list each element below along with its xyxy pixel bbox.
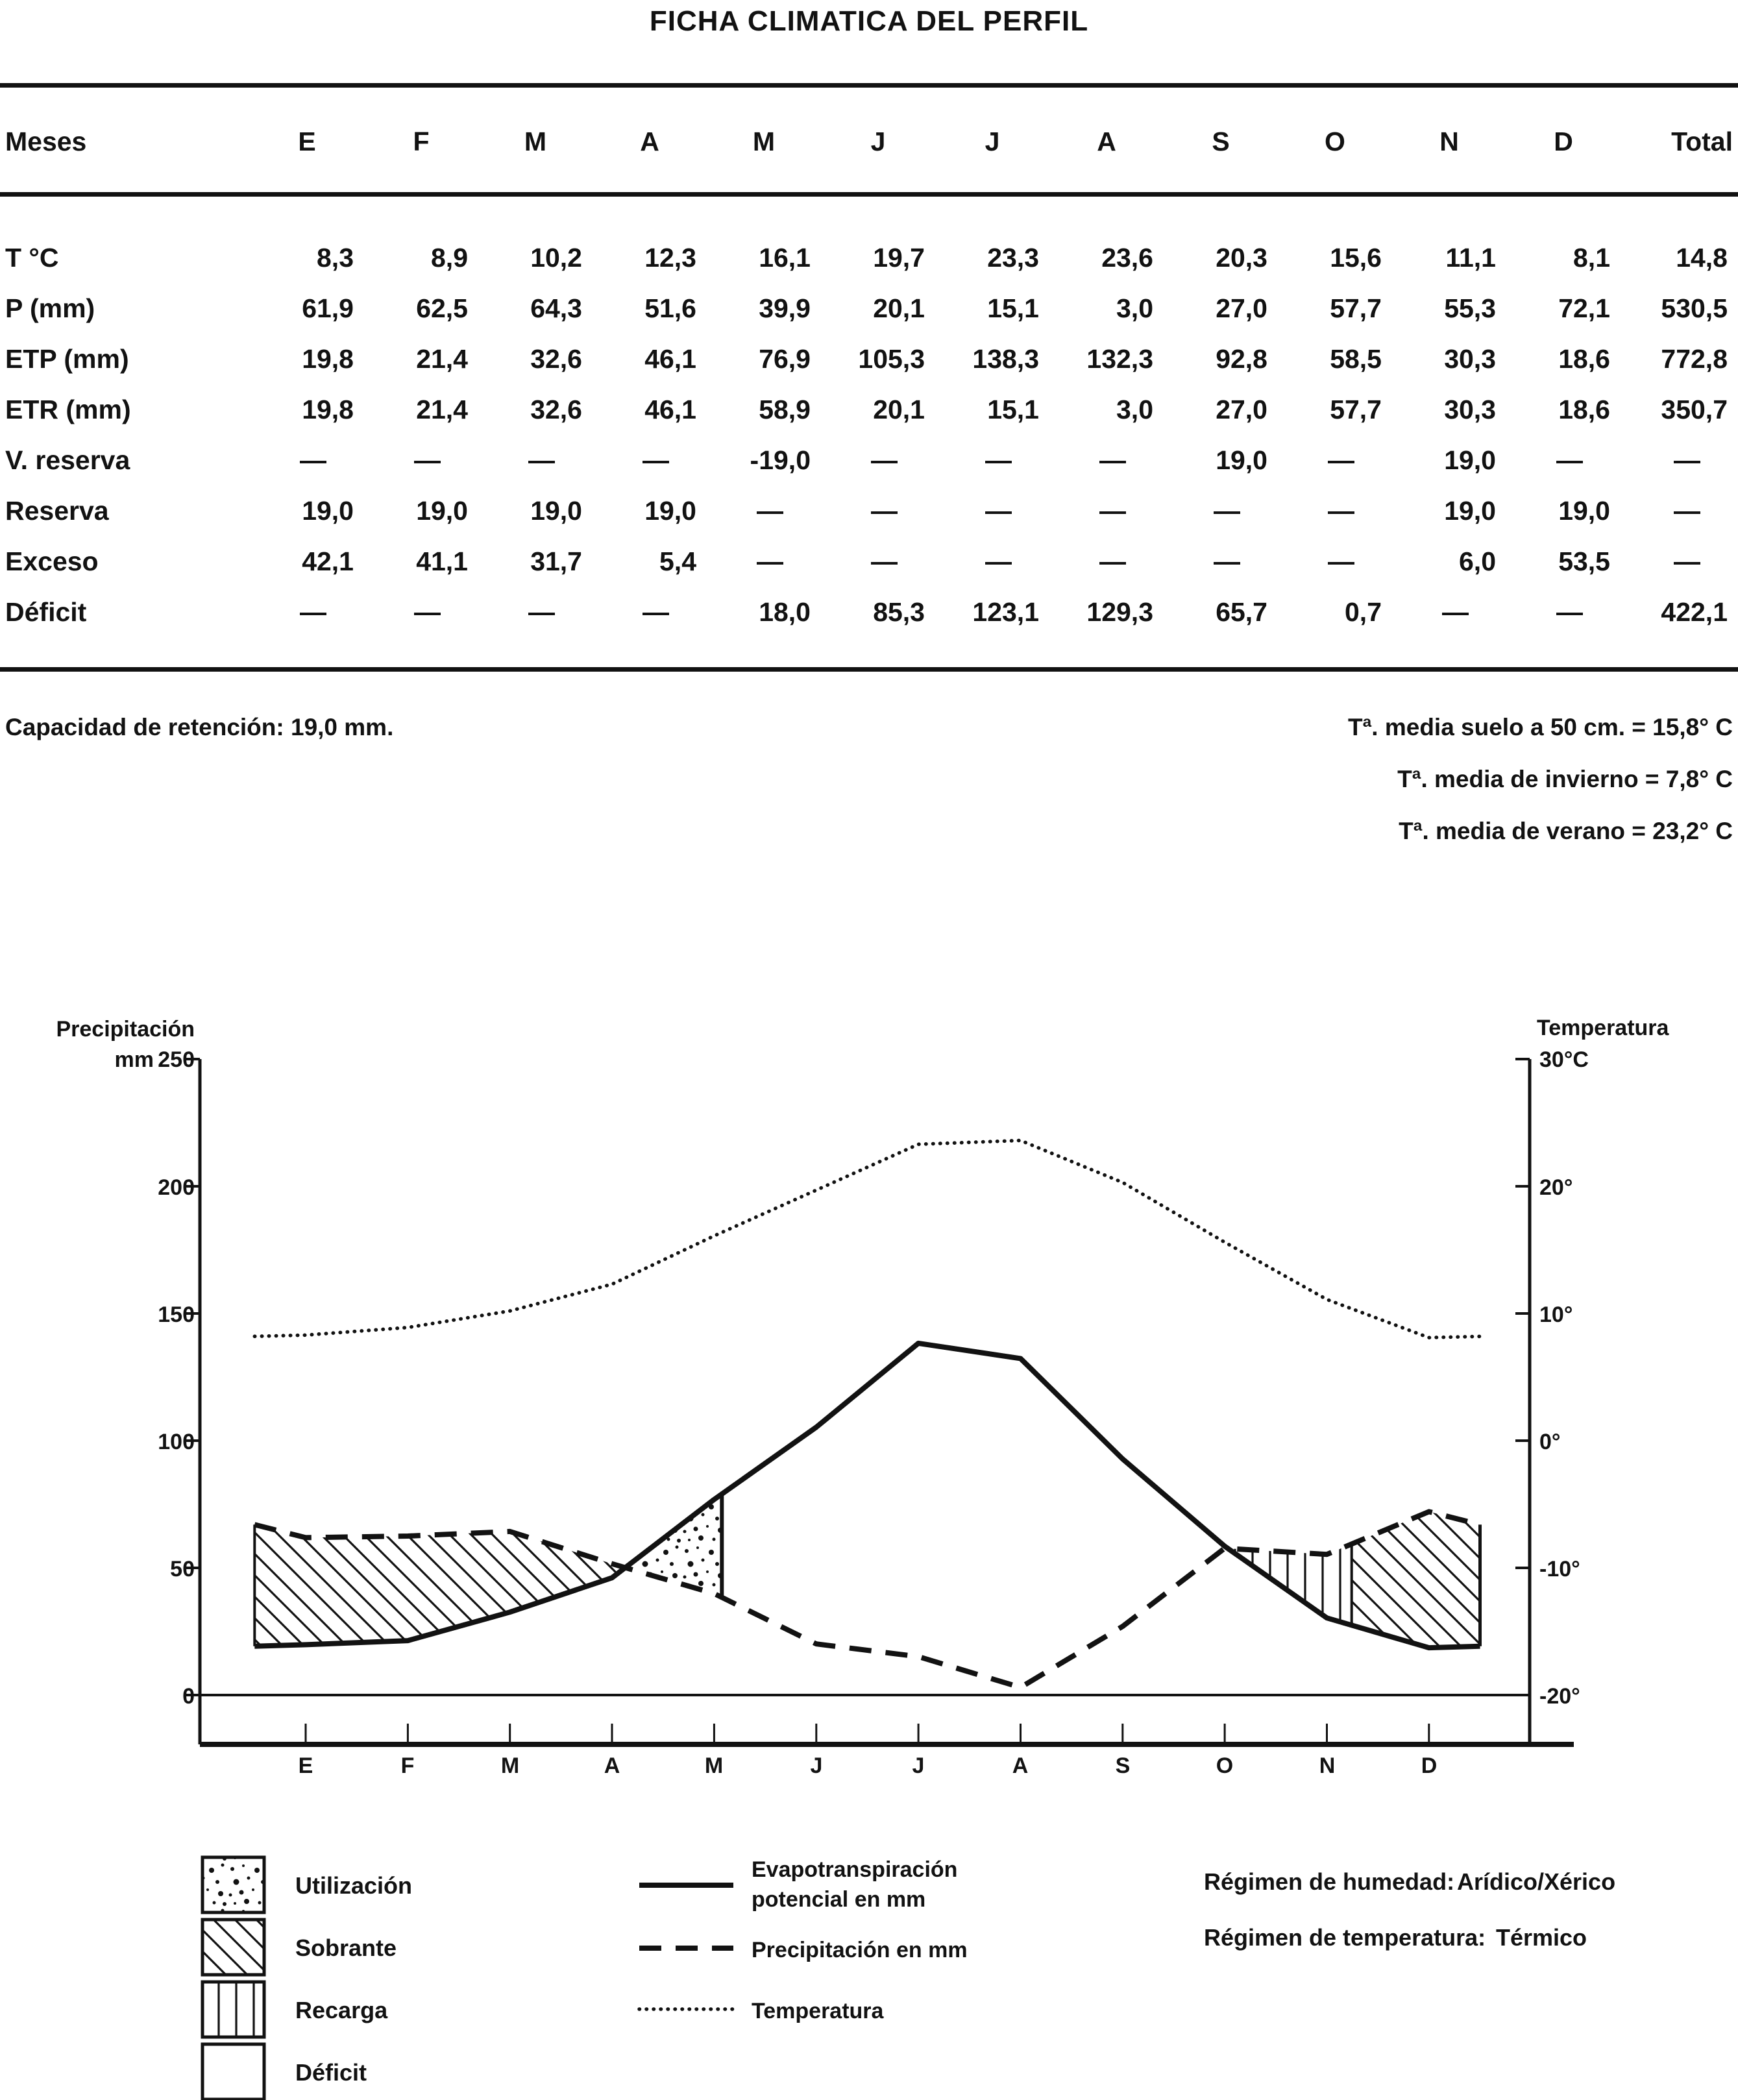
table-cell: 30,3 bbox=[1444, 394, 1496, 424]
table-cell: 57,7 bbox=[1330, 293, 1382, 323]
table-cell: 27,0 bbox=[1216, 394, 1267, 424]
table-cell: 30,3 bbox=[1444, 343, 1496, 374]
table-cell: — bbox=[1214, 546, 1240, 576]
table-cell: 350,7 bbox=[1661, 394, 1728, 424]
table-row bbox=[0, 587, 1738, 637]
column-header-month: M bbox=[752, 126, 776, 156]
table-cell: 18,0 bbox=[759, 596, 811, 627]
x-axis-month-label: F bbox=[400, 1753, 415, 1778]
table-cell: 3,0 bbox=[1116, 293, 1153, 323]
table-cell: 20,1 bbox=[873, 293, 925, 323]
table-cell: 18,6 bbox=[1558, 343, 1610, 374]
row-label: Déficit bbox=[5, 596, 87, 627]
left-tick-label: 100 bbox=[158, 1430, 195, 1454]
table-cell: — bbox=[528, 445, 555, 475]
table-cell: — bbox=[643, 596, 669, 627]
region-sobrante-left bbox=[254, 1524, 625, 1646]
table-cell: 42,1 bbox=[302, 546, 354, 576]
table-row bbox=[0, 232, 1738, 283]
column-header-month: F bbox=[413, 126, 430, 156]
region-sobrante-right bbox=[1352, 1511, 1480, 1648]
table-cell: — bbox=[1099, 445, 1126, 475]
table-cell: 422,1 bbox=[1661, 596, 1728, 627]
x-axis-month-label: M bbox=[500, 1753, 520, 1778]
table-cell: 19,8 bbox=[302, 343, 354, 374]
table-cell: — bbox=[1099, 495, 1126, 526]
table-cell: 19,0 bbox=[1558, 495, 1610, 526]
table-cell: 123,1 bbox=[972, 596, 1039, 627]
table-cell: — bbox=[871, 445, 898, 475]
left-tick-label: 200 bbox=[158, 1175, 195, 1200]
table-cell: — bbox=[1556, 445, 1583, 475]
table-cell: — bbox=[1328, 445, 1354, 475]
table-cell: 19,0 bbox=[302, 495, 354, 526]
table-cell: 19,0 bbox=[530, 495, 582, 526]
column-header-month: N bbox=[1439, 126, 1459, 156]
row-label: Exceso bbox=[5, 546, 99, 576]
column-header-month: S bbox=[1212, 126, 1230, 156]
x-axis-month-label: M bbox=[704, 1753, 724, 1778]
table-cell: 85,3 bbox=[873, 596, 925, 627]
table-cell: — bbox=[414, 445, 441, 475]
right-tick-label: 10° bbox=[1539, 1302, 1573, 1327]
table-cell: 46,1 bbox=[644, 394, 696, 424]
page-title: FICHA CLIMATICA DEL PERFIL bbox=[649, 5, 1089, 37]
table-cell: — bbox=[871, 546, 898, 576]
table-cell: 20,3 bbox=[1216, 242, 1267, 273]
table-cell: — bbox=[643, 445, 669, 475]
table-cell: — bbox=[1328, 495, 1354, 526]
table-cell: 53,5 bbox=[1558, 546, 1610, 576]
table-cell: 15,1 bbox=[987, 293, 1039, 323]
table-cell: 51,6 bbox=[644, 293, 696, 323]
table-cell: 19,0 bbox=[1444, 495, 1496, 526]
x-axis-month-label: D bbox=[1421, 1753, 1438, 1778]
right-tick-label: 30°C bbox=[1539, 1047, 1589, 1072]
table-row bbox=[0, 384, 1738, 435]
right-axis-title: Temperatura bbox=[1537, 1016, 1669, 1040]
table-cell: — bbox=[1328, 546, 1354, 576]
table-cell: 19,7 bbox=[873, 242, 925, 273]
soil-temp-note: Tª. media suelo a 50 cm. = 15,8° C bbox=[1347, 714, 1733, 740]
table-cell: — bbox=[1674, 495, 1700, 526]
column-header-month: A bbox=[640, 126, 659, 156]
right-tick-label: 20° bbox=[1539, 1175, 1573, 1200]
table-cell: 18,6 bbox=[1558, 394, 1610, 424]
table-cell: 62,5 bbox=[416, 293, 468, 323]
x-axis-month-label: E bbox=[298, 1753, 313, 1778]
temperature-curve bbox=[254, 1140, 1480, 1337]
legend-label-precipitacion: Precipitación en mm bbox=[752, 1938, 968, 1962]
right-tick-label: 0° bbox=[1539, 1430, 1561, 1454]
divider-header bbox=[0, 192, 1738, 197]
table-cell: 58,9 bbox=[759, 394, 811, 424]
table-cell: — bbox=[985, 546, 1012, 576]
row-label: V. reserva bbox=[5, 445, 130, 475]
table-cell: — bbox=[757, 495, 783, 526]
table-cell: — bbox=[300, 596, 326, 627]
table-cell: 129,3 bbox=[1086, 596, 1153, 627]
humidity-regime-label: Régimen de humedad: bbox=[1204, 1868, 1455, 1895]
table-row bbox=[0, 536, 1738, 587]
temperature-regime-label: Régimen de temperatura: bbox=[1204, 1924, 1486, 1951]
table-cell: 10,2 bbox=[530, 242, 582, 273]
legend-label-deficit: Déficit bbox=[295, 2059, 367, 2086]
right-tick-label: -10° bbox=[1539, 1557, 1580, 1581]
table-cell: 31,7 bbox=[530, 546, 582, 576]
climograph-chart bbox=[0, 999, 1738, 2100]
table-cell: — bbox=[1556, 596, 1583, 627]
table-cell: — bbox=[300, 445, 326, 475]
table-cell: 65,7 bbox=[1216, 596, 1267, 627]
x-axis-month-label: J bbox=[912, 1753, 925, 1778]
table-cell: 8,1 bbox=[1573, 242, 1610, 273]
table-cell: 23,6 bbox=[1101, 242, 1153, 273]
row-label: T °C bbox=[5, 242, 59, 273]
table-cell: 15,6 bbox=[1330, 242, 1382, 273]
table-cell: 530,5 bbox=[1661, 293, 1728, 323]
left-tick-label: 150 bbox=[158, 1302, 195, 1327]
table-cell: 6,0 bbox=[1459, 546, 1496, 576]
legend-swatch-vertical bbox=[202, 1982, 264, 2037]
table-cell: — bbox=[871, 495, 898, 526]
table-cell: 23,3 bbox=[987, 242, 1039, 273]
table-cell: 15,1 bbox=[987, 394, 1039, 424]
table-cell: — bbox=[1442, 596, 1469, 627]
column-header-month: J bbox=[985, 126, 1000, 156]
table-cell: 8,9 bbox=[431, 242, 468, 273]
climograph-svg bbox=[0, 999, 1738, 2100]
left-axis-unit: mm bbox=[114, 1047, 154, 1072]
table-cell: 76,9 bbox=[759, 343, 811, 374]
climate-table-body bbox=[0, 232, 1738, 637]
column-header-month: O bbox=[1325, 126, 1345, 156]
legend-label-recarga: Recarga bbox=[295, 1997, 388, 2023]
humidity-regime-value: Arídico/Xérico bbox=[1457, 1868, 1616, 1895]
table-cell: — bbox=[985, 445, 1012, 475]
row-label: ETR (mm) bbox=[5, 394, 131, 424]
table-cell: — bbox=[414, 596, 441, 627]
table-cell: 19,0 bbox=[644, 495, 696, 526]
legend-swatch-diagonal bbox=[202, 1920, 264, 1975]
table-cell: 19,0 bbox=[416, 495, 468, 526]
column-header-month: M bbox=[524, 126, 547, 156]
table-row bbox=[0, 334, 1738, 384]
legend-label-temperatura: Temperatura bbox=[752, 1999, 884, 2023]
table-cell: 772,8 bbox=[1661, 343, 1728, 374]
table-row bbox=[0, 485, 1738, 536]
table-cell: 105,3 bbox=[858, 343, 925, 374]
legend-swatch-dots bbox=[202, 1857, 264, 1912]
legend-swatch-none bbox=[202, 2044, 264, 2099]
table-cell: 32,6 bbox=[530, 394, 582, 424]
table-cell: 0,7 bbox=[1345, 596, 1382, 627]
table-cell: 3,0 bbox=[1116, 394, 1153, 424]
divider-table-bottom bbox=[0, 667, 1738, 672]
table-cell: 55,3 bbox=[1444, 293, 1496, 323]
table-cell: 12,3 bbox=[644, 242, 696, 273]
winter-temp-note: Tª. media de invierno = 7,8° C bbox=[1397, 766, 1733, 792]
table-cell: 16,1 bbox=[759, 242, 811, 273]
table-cell: 92,8 bbox=[1216, 343, 1267, 374]
table-cell: 58,5 bbox=[1330, 343, 1382, 374]
row-label: Reserva bbox=[5, 495, 109, 526]
retention-capacity-note: Capacidad de retención: 19,0 mm. bbox=[5, 714, 394, 740]
table-cell: 57,7 bbox=[1330, 394, 1382, 424]
table-cell: 19,0 bbox=[1216, 445, 1267, 475]
table-cell: 8,3 bbox=[317, 242, 354, 273]
table-cell: 19,0 bbox=[1444, 445, 1496, 475]
row-label: P (mm) bbox=[5, 293, 95, 323]
left-tick-label: 0 bbox=[182, 1684, 195, 1709]
legend-label-sobrante: Sobrante bbox=[295, 1935, 397, 1961]
legend-label-etp-2: potencial en mm bbox=[752, 1887, 926, 1912]
divider-top bbox=[0, 83, 1738, 88]
left-tick-label: 250 bbox=[158, 1047, 195, 1072]
table-cell: — bbox=[1099, 546, 1126, 576]
table-cell: 21,4 bbox=[416, 394, 468, 424]
column-header-month: A bbox=[1097, 126, 1116, 156]
table-cell: 32,6 bbox=[530, 343, 582, 374]
left-tick-label: 50 bbox=[170, 1557, 195, 1581]
table-row bbox=[0, 435, 1738, 485]
table-cell: 61,9 bbox=[302, 293, 354, 323]
table-cell: 46,1 bbox=[644, 343, 696, 374]
x-axis-month-label: A bbox=[604, 1753, 620, 1778]
column-header-month: E bbox=[298, 126, 316, 156]
table-row bbox=[0, 283, 1738, 334]
table-cell: — bbox=[985, 495, 1012, 526]
table-cell: 39,9 bbox=[759, 293, 811, 323]
table-cell: — bbox=[528, 596, 555, 627]
table-cell: 41,1 bbox=[416, 546, 468, 576]
table-cell: 72,1 bbox=[1558, 293, 1610, 323]
table-cell: -19,0 bbox=[750, 445, 811, 475]
table-cell: — bbox=[1214, 495, 1240, 526]
x-axis-month-label: N bbox=[1319, 1753, 1336, 1778]
row-label: ETP (mm) bbox=[5, 343, 129, 374]
temperature-regime-value: Térmico bbox=[1496, 1924, 1587, 1951]
table-cell: 64,3 bbox=[530, 293, 582, 323]
region-utilizacion bbox=[625, 1494, 722, 1597]
table-cell: 19,8 bbox=[302, 394, 354, 424]
table-cell: 21,4 bbox=[416, 343, 468, 374]
column-header-month: J bbox=[870, 126, 886, 156]
table-cell: 14,8 bbox=[1676, 242, 1728, 273]
table-cell: — bbox=[1674, 445, 1700, 475]
legend-label-utilizacion: Utilización bbox=[295, 1872, 413, 1899]
table-cell: 20,1 bbox=[873, 394, 925, 424]
x-axis-month-label: S bbox=[1115, 1753, 1131, 1778]
table-cell: 132,3 bbox=[1086, 343, 1153, 374]
table-cell: 11,1 bbox=[1445, 242, 1496, 273]
right-tick-label: -20° bbox=[1539, 1684, 1580, 1709]
x-axis-month-label: A bbox=[1012, 1753, 1029, 1778]
table-cell: — bbox=[757, 546, 783, 576]
column-header-month: D bbox=[1554, 126, 1573, 156]
legend-label-etp-1: Evapotranspiración bbox=[752, 1857, 958, 1882]
table-cell: — bbox=[1674, 546, 1700, 576]
summer-temp-note: Tª. media de verano = 23,2° C bbox=[1399, 818, 1733, 844]
column-header-meses: Meses bbox=[5, 126, 87, 156]
region-recarga bbox=[1228, 1544, 1352, 1625]
x-axis-month-label: J bbox=[810, 1753, 823, 1778]
column-header-total: Total bbox=[1671, 126, 1733, 156]
left-axis-title: Precipitación bbox=[56, 1017, 195, 1042]
table-cell: 27,0 bbox=[1216, 293, 1267, 323]
climate-table-header bbox=[0, 118, 1738, 165]
table-cell: 138,3 bbox=[972, 343, 1039, 374]
x-axis-month-label: O bbox=[1216, 1753, 1234, 1778]
table-cell: 5,4 bbox=[659, 546, 696, 576]
